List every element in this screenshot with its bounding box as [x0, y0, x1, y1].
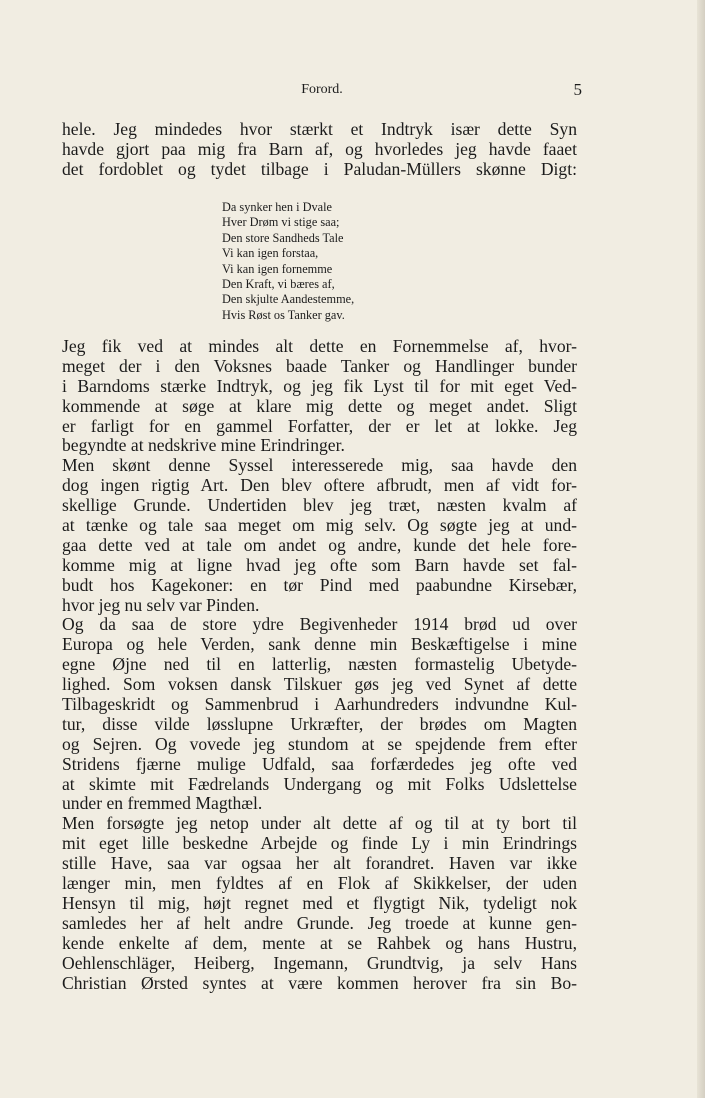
text-line: komme mig at ligne hvad jeg ofte som Barn havde set fal-	[62, 554, 577, 575]
text-line: Men forsøgte jeg netop under alt dette af og til at ty bort til	[62, 813, 577, 834]
text-line: egne Øjne ned til en latterlig, næsten formastelig Ubetyde-	[62, 654, 577, 675]
text-line: meget der i den Voksnes baade Tanker og Handlinger bunder	[62, 355, 577, 376]
text-line: samledes her af helt andre Grunde. Jeg troede at kunne gen-	[62, 912, 577, 933]
text-line: Stridens fjærne mulige Udfald, saa forfærdedes jeg ofte ved	[62, 753, 577, 774]
poem-line: Da synker hen i Dvale	[222, 200, 332, 214]
intro-paragraph	[62, 120, 577, 180]
poem-line: Hvis Røst os Tanker gav.	[222, 307, 345, 322]
text-line: stille Have, saa var ogsaa her alt forandret. Haven var ikke	[62, 853, 577, 874]
text-line: tur, disse vilde løsslupne Urkræfter, der brødes om Magten	[62, 713, 577, 734]
poem-line: Vi kan igen fornemme	[222, 261, 333, 276]
text-line: Tilbageskridt og Sammenbrud i Aarhundreders indvundne Kul-	[62, 694, 577, 715]
running-header	[62, 82, 582, 102]
text-line: er farligt for en gammel Forfatter, der er let at lokke. Jeg	[62, 415, 577, 436]
text-line: kende enkelte af dem, mente at se Rahbek og hans Hustru,	[62, 932, 577, 953]
page-edge	[697, 0, 705, 1098]
text-line: dog ingen rigtig Art. Den blev oftere afbrudt, men af vidt for-	[62, 475, 577, 496]
text-line: kommende at søge at klare mig dette og meget andet. Sligt	[62, 395, 577, 416]
text-line: det fordoblet og tydet tilbage i Paludan-Müllers skønne Digt:	[62, 158, 577, 179]
text-line: hele. Jeg mindedes hvor stærkt et Indtryk især dette Syn	[62, 119, 577, 139]
text-line: begyndte at nedskrive mine Erindringer.	[62, 435, 345, 456]
page-number: 5	[573, 80, 582, 99]
text-line: under en fremmed Magthæl.	[62, 793, 263, 814]
poem-line: Den Kraft, vi bæres af,	[222, 276, 335, 291]
text-line: lighed. Som voksen dansk Tilskuer gøs jeg ved Synet af dette	[62, 674, 577, 695]
text-line: Og da saa de store ydre Begivenheder 1914 brød ud over	[62, 614, 577, 635]
text-line: gaa dette ved at tale om andet og andre, kunde det hele fore-	[62, 534, 577, 555]
text-line: Hensyn til mig, højt regnet med et flygtigt Nik, tydeligt nok	[62, 892, 577, 913]
text-line: Men skønt denne Syssel interesserede mig, saa havde den	[62, 455, 577, 476]
text-line: og Sejren. Og vovede jeg stundom at se spejdende frem efter	[62, 733, 577, 754]
poem-quote	[222, 200, 354, 323]
text-line: Europa og hele Verden, sank denne min Beskæftigelse i mine	[62, 634, 577, 655]
text-line: mit eget lille beskedne Arbejde og finde Ly i min Erindrings	[62, 833, 577, 854]
poem-line: Vi kan igen forstaa,	[222, 246, 319, 261]
text-line: hvor jeg nu selv var Pinden.	[62, 594, 260, 615]
text-line: længer min, men fyldtes af en Flok af Skikkelser, der uden	[62, 873, 577, 894]
text-line: budt hos Kagekoner: en tør Pind med paabundne Kirsebær,	[62, 574, 577, 595]
text-line: Oehlenschläger, Heiberg, Ingemann, Grundtvig, ja selv Hans	[62, 952, 577, 973]
text-line: skellige Grunde. Undertiden blev jeg træt, næsten kvalm af	[62, 495, 577, 516]
text-line: Christian Ørsted syntes at være kommen herover fra sin Bo-	[62, 972, 577, 993]
header-title: Forord.	[301, 82, 343, 97]
text-line: Jeg fik ved at mindes alt dette en Fornemmelse af, hvor-	[62, 336, 577, 356]
poem-line: Hver Drøm vi stige saa;	[222, 215, 340, 230]
text-line: i Barndoms stærke Indtryk, og jeg fik Lyst til for mit eget Ved-	[62, 375, 577, 396]
body-paragraphs	[62, 337, 577, 993]
poem-line: Den skjulte Aandestemme,	[222, 292, 355, 307]
text-line: at tænke og tale saa meget om mig selv. Og søgte jeg at und-	[62, 515, 577, 536]
text-line: havde gjort paa mig fra Barn af, og hvorledes jeg havde faaet	[62, 138, 577, 159]
text-line: at skimte mit Fædrelands Undergang og mit Folks Udslettelse	[62, 773, 577, 794]
poem-line: Den store Sandheds Tale	[222, 230, 344, 245]
